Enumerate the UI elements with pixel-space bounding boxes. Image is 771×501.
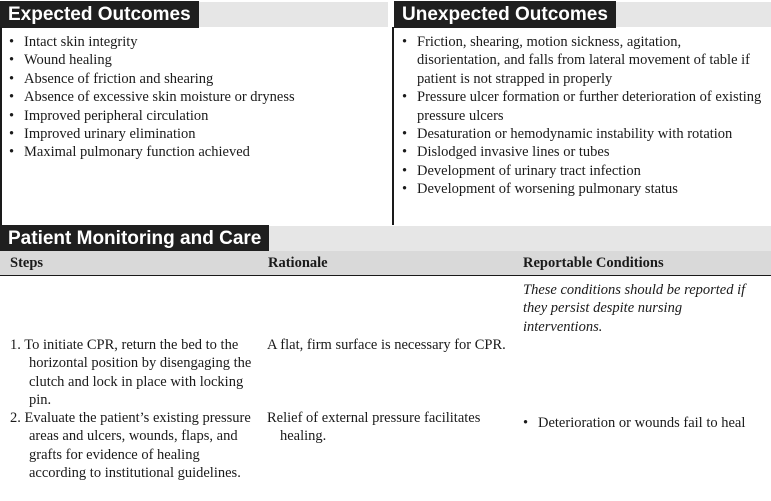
list-item: • Absence of friction and shearing — [9, 70, 381, 88]
column-header-rule — [0, 275, 771, 276]
column-header-reportable: Reportable Conditions — [515, 251, 771, 275]
expected-outcomes-title: Expected Outcomes — [0, 1, 199, 28]
reportable-note: These conditions should be reported if they persist despite nursing interventions. — [523, 282, 746, 335]
left-rule — [0, 27, 2, 225]
list-item: • Friction, shearing, motion sickness, agitation, disorientation, and falls from lateral movement of table if patient is not strapped in properly — [402, 33, 764, 88]
unexpected-outcomes-list — [402, 33, 764, 199]
monitoring-title: Patient Monitoring and Care — [0, 225, 269, 252]
rationale-1: A flat, firm surface is necessary for CPR. — [267, 337, 506, 353]
step-2: 2. Evaluate the patient’s existing pressure areas and ulcers, wounds, flaps, and grafts for evidence of healing according to institutional guidelines. — [10, 410, 251, 482]
reportable-list-2 — [523, 414, 768, 432]
column-header-rationale: Rationale — [268, 251, 515, 275]
column-header-steps: Steps — [0, 251, 268, 275]
list-item: • Maximal pulmonary function achieved — [9, 143, 381, 161]
list-item: • Dislodged invasive lines or tubes — [402, 143, 764, 161]
rationale-2: Relief of external pressure facilitates healing. — [267, 410, 481, 445]
list-item: • Development of urinary tract infection — [402, 162, 764, 180]
list-item: • Wound healing — [9, 51, 381, 69]
list-item: • Desaturation or hemodynamic instability with rotation — [402, 125, 764, 143]
list-item: • Intact skin integrity — [9, 33, 381, 51]
center-rule — [392, 27, 394, 225]
list-item: • Improved urinary elimination — [9, 125, 381, 143]
expected-outcomes-list — [9, 33, 381, 162]
unexpected-outcomes-title: Unexpected Outcomes — [394, 1, 616, 28]
list-item: • Improved peripheral circulation — [9, 107, 381, 125]
list-item: • Pressure ulcer formation or further deterioration of existing pressure ulcers — [402, 88, 764, 125]
list-item: • Deterioration or wounds fail to heal — [523, 414, 768, 432]
list-item: • Development of worsening pulmonary status — [402, 180, 764, 198]
list-item: • Absence of excessive skin moisture or dryness — [9, 88, 381, 106]
step-1: 1. To initiate CPR, return the bed to the horizontal position by disengaging the clutch and lock in place with locking pin. — [10, 337, 252, 409]
